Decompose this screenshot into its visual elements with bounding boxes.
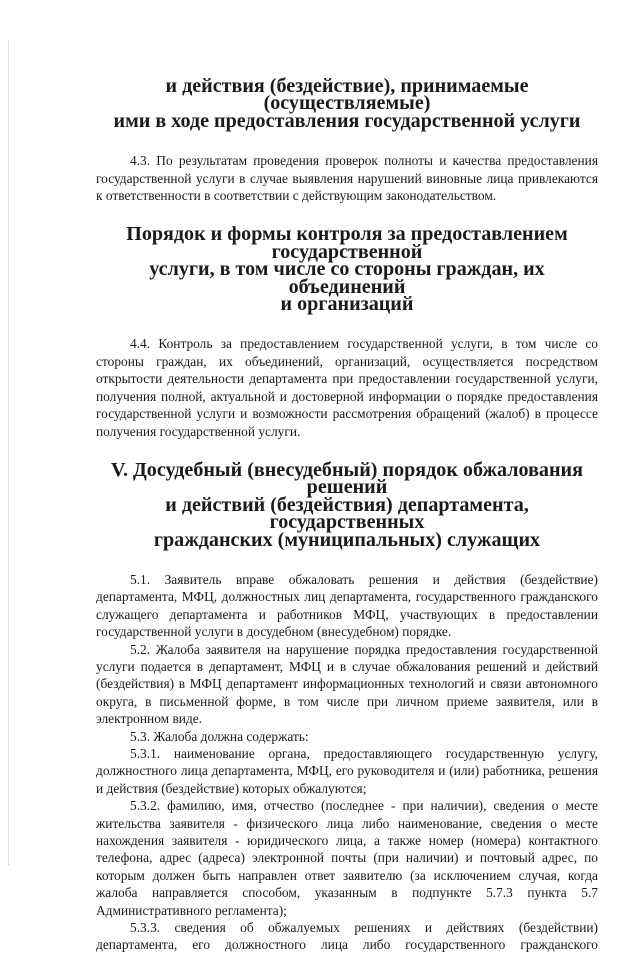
paragraph-5-3-2: 5.3.2. фамилию, имя, отчество (последнее - при наличии), сведения о месте жительства заявителя - физического лица либо наименование, сведения о месте нахождения заявителя - юридического лица, а также номер (номера) контактного телефона, адрес (адреса) электронной почты (при наличии) и почтовый адрес, по которым должен быть направлен ответ заявителю (за исключением случая, когда жалоба направляется способом, указанным в подпункте 5.7.3 пункта 5.7 Административного регламента); [96,798,598,918]
heading-line: услуги, в том числе со стороны граждан, их объединений [149,258,545,298]
paragraph-5-1: 5.1. Заявитель вправе обжаловать решения и действия (бездействие) департамента, МФЦ, должностных лиц департамента, государственного гражданского служащего департамента и работников МФЦ, участвующих в предоставлении государственной услуги в досудебном (внесудебном) порядке. [96,571,598,640]
scan-edge-mark [8,40,9,865]
section-heading-continuation [96,75,598,132]
heading-line: и действий (бездействия) департамента, государственных [165,493,529,534]
section-heading-control [96,223,598,316]
paragraph-5-3-3: 5.3.3. сведения об обжалуемых решениях и действиях (бездействии) департамента, его должностного лица либо государственного гражданского [96,920,598,953]
heading-line: Порядок и формы контроля за предоставлением государственной [126,223,568,263]
paragraph-4-4: 4.4. Контроль за предоставлением государственной услуги, в том числе со стороны граждан, их объединений, организаций, осуществляется посредством открытости деятельности департамента при предоставлении государственной услуги, получения полной, актуальной и достоверной информации о порядке предоставления государственной услуги и возможности рассмотрения обращений (жалоб) в процессе получения государственной услуги. [96,336,598,439]
section-heading-v [96,458,598,551]
heading-line: V. Досудебный (внесудебный) порядок обжалования решений [111,458,583,499]
paragraph-4-3: 4.3. По результатам проведения проверок полноты и качества предоставления государственной услуги в случае выявления нарушений виновные лица привлекаются к ответственности в соответствии с действующим законодательством. [96,153,598,204]
paragraph-5-3-1: 5.3.1. наименование органа, предоставляющего государственную услугу, должностного лица департамента, МФЦ, его руководителя и (или) работника, решения и действия (бездействие) которых обжалуются; [96,746,598,796]
heading-line: и организаций [280,293,414,316]
paragraph-5-2: 5.2. Жалоба заявителя на нарушение порядка предоставления государственной услуги подается в департамент, МФЦ и в случае обжалования решений и действий (бездействия) в МФЦ департамент информационных технологий и связи автономного округа, в письменной форме, в том числе при личном приеме заявителя, или в электронном виде. [96,641,598,727]
document-page [96,75,598,954]
heading-line: ими в ходе предоставления государственной услуги [113,109,581,132]
heading-line: гражданских (муниципальных) служащих [153,528,541,551]
paragraph-5-3: 5.3. Жалоба должна содержать: [130,728,309,744]
heading-line: и действия (бездействие), принимаемые (осуществляемые) [165,75,529,115]
